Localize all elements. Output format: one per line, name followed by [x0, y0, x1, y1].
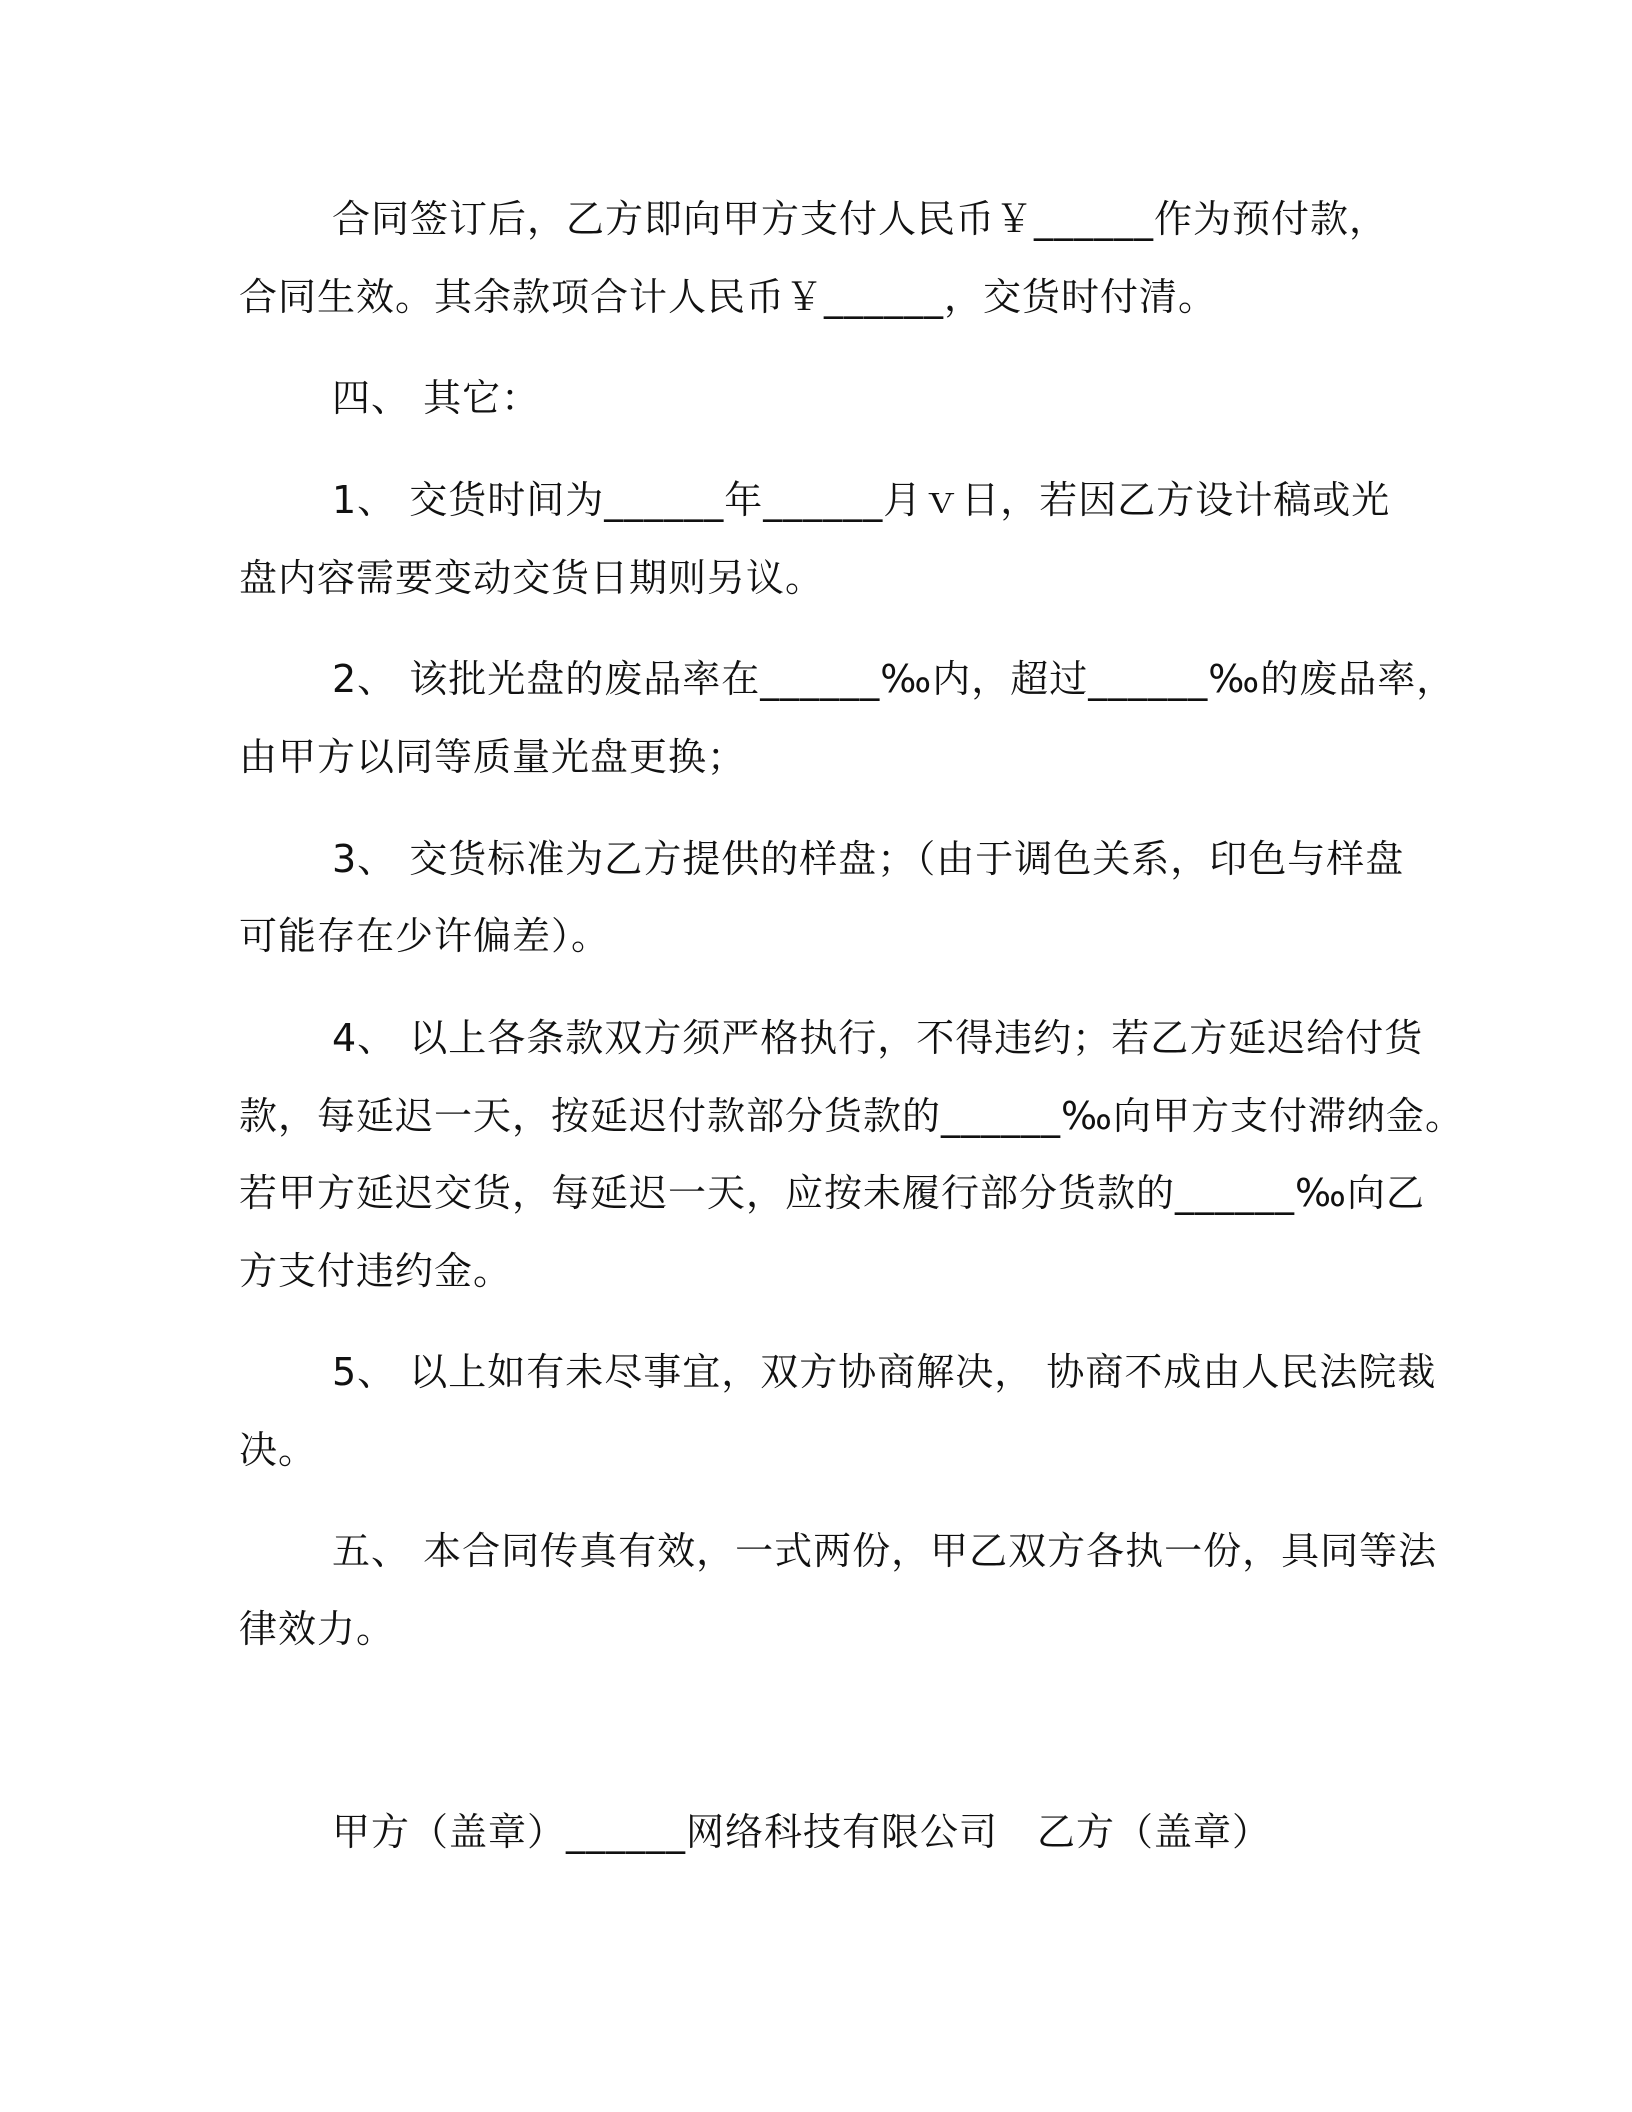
clause-5-line-2: 决。 — [239, 1428, 318, 1472]
clause-5-line-1: 5、 以上如有未尽事宜，双方协商解决， 协商不成由人民法院裁 — [332, 1350, 1437, 1394]
clause-2-line-2: 由甲方以同等质量光盘更换； — [239, 735, 747, 779]
clause-1-line-1: 1、 交货时间为______年______月ｖ日，若因乙方设计稿或光 — [332, 478, 1391, 522]
clause-1-line-2: 盘内容需要变动交货日期则另议。 — [239, 556, 825, 600]
clause-3-line-1: 3、 交货标准为乙方提供的样盘；（由于调色关系，印色与样盘 — [332, 837, 1405, 881]
paragraph-payment-line-1: 合同签订后，乙方即向甲方支付人民币￥______作为预付款， — [332, 197, 1389, 241]
section-five-line-2: 律效力。 — [239, 1607, 396, 1651]
clause-4-line-4: 方支付违约金。 — [239, 1249, 513, 1293]
signature-line: 甲方（盖章）______网络科技有限公司 乙方（盖章） — [332, 1810, 1272, 1854]
paragraph-payment-line-2: 合同生效。其余款项合计人民币￥______，交货时付清。 — [239, 275, 1218, 319]
clause-3-line-2: 可能存在少许偏差）。 — [239, 914, 611, 958]
clause-4-line-2: 款，每延迟一天，按延迟付款部分货款的______‰向甲方支付滞纳金。 — [239, 1094, 1464, 1138]
clause-4-line-3: 若甲方延迟交货，每延迟一天，应按未履行部分货款的______‰向乙 — [239, 1171, 1425, 1215]
clause-2-line-1: 2、 该批光盘的废品率在______‰内，超过______‰的废品率， — [332, 657, 1456, 701]
clause-4-line-1: 4、 以上各条款双方须严格执行，不得违约；若乙方延迟给付货 — [332, 1016, 1424, 1060]
section-heading-other: 四、 其它： — [332, 376, 541, 420]
section-five-line-1: 五、 本合同传真有效，一式两份，甲乙双方各执一份，具同等法 — [332, 1529, 1438, 1573]
